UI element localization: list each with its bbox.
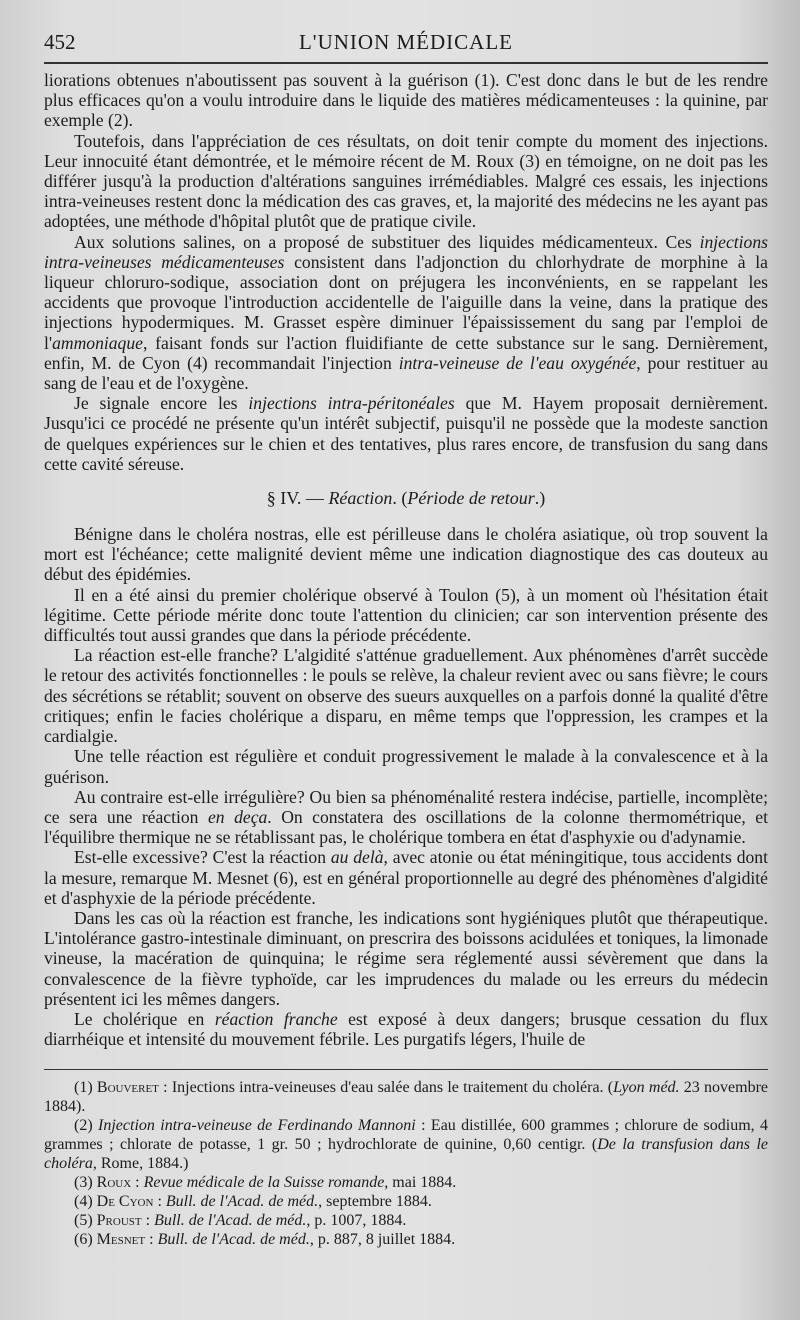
text-run: : Eau distillée, 600 grammes ; chlorure de sodium, 4 grammes ; chlorate de potasse, 1 gr. 50 ; hydrochlorate de quinine, 0,60 centigr. ( <box>44 1117 769 1154</box>
text-run: : Injections intra-veineuses d'eau salée dans le traitement du choléra. ( <box>158 1079 614 1097</box>
text-run: consistent dans l'adjonction du chlorhydrate de morphine à la liqueur chloruro-sodique, association dont on préjugera les inconvénients, en se rappelant les accidents que provoque l'introduction accidentelle de l'aiguille dans la veine, dans la pratique des injections hypodermiques. M. Grasset espère diminuer l'épaississement du sang par l'emploi de l' <box>44 251 768 353</box>
text-run: Je signale encore les <box>74 393 249 414</box>
paragraph <box>44 232 768 394</box>
paragraph <box>44 847 768 908</box>
italic-run: injections intra-péritonéales <box>248 393 455 414</box>
text-run: Au contraire est-elle irrégulière? Ou bien sa phénoménalité restera indécise, partielle, incomplète; ce sera une réaction <box>44 786 768 827</box>
footnote <box>44 1078 768 1116</box>
page-header <box>44 22 768 52</box>
running-head: L'UNION MÉDICALE <box>298 30 513 54</box>
italic-run: De la transfusion dans le choléra <box>44 1136 768 1173</box>
italic-run: intra-veineuse de l'eau oxygénée <box>398 352 637 373</box>
paragraph <box>44 1009 768 1049</box>
footnote <box>44 1211 768 1230</box>
text-run: : <box>141 1212 155 1230</box>
footnote-number: (3) <box>74 1174 97 1192</box>
text-run: que M. Hayem proposait dernièrement. Jusqu'ici ce procédé ne présente qu'un intérêt subjectif, puisqu'il ne possède que la modeste sanction de quelques expériences sur le chien et des tentatives, plus rares encore, de transfusion du sang dans cette cavité séreuse. <box>44 393 768 474</box>
text-run: . On constatera des oscillations de la colonne thermométrique, et l'équilibre thermique ne se rétablissant pas, le cholérique tombera en état d'asphyxie ou d'adynamie. <box>44 806 769 848</box>
text-run: : <box>153 1193 166 1211</box>
section-heading <box>44 488 768 508</box>
footnote <box>44 1173 768 1192</box>
text-run: , septembre 1884. <box>318 1193 432 1211</box>
paragraph: Bénigne dans le choléra nostras, elle est périlleuse dans le choléra asiatique, où trop souvent la mort est l'échéance; cette malignité devient même une indication diagnostique des cas douteux au début des épidémies. <box>44 524 768 585</box>
paragraph: Dans les cas où la réaction est franche, les indications sont hygiéniques plutôt que thérapeutique. L'intolérance gastro-intestinale diminuant, on prescrira des boissons acidulées et toniques, la limonade vineuse, la macération de quinquina; le régime sera réglementé aussi sévèrement que dans la convalescence de la fièvre typhoïde, car les imprudences du malade ou les erreurs du médecin présentent ici les mêmes dangers. <box>44 907 768 1009</box>
main-text <box>44 70 768 1049</box>
italic-run: Bull. de l'Acad. de méd. <box>154 1212 307 1230</box>
text-run: , avec atonie ou état méningitique, tous accidents dont la mesure, remarque M. Mesnet (6), est en général proportionnelle au degré des phénomènes d'algidité et d'asphyxie de la période précédente. <box>44 847 768 908</box>
footnote-author: Mesnet <box>96 1231 146 1249</box>
footnote <box>44 1192 768 1211</box>
text-run: : <box>145 1231 158 1249</box>
text-run: , pour restituer au sang de l'eau et de l'oxygène. <box>44 352 768 394</box>
header-rule <box>44 62 768 64</box>
text-run: .) <box>534 488 546 509</box>
footnotes <box>44 1078 768 1249</box>
italic-run: Réaction <box>328 488 393 509</box>
paragraph: Une telle réaction est régulière et conduit progressivement le malade à la convalescence et à la guérison. <box>44 746 768 787</box>
text-run: Le cholérique en <box>74 1008 215 1029</box>
text-run: , p. 1007, 1884. <box>306 1212 407 1230</box>
text-run: : <box>131 1174 144 1192</box>
paragraph <box>44 393 768 474</box>
text-run: 23 novembre 1884). <box>44 1079 769 1116</box>
text-run: , p. 887, 8 juillet 1884. <box>309 1231 456 1249</box>
italic-run: réaction franche <box>214 1008 338 1029</box>
paragraph <box>44 787 768 848</box>
footnote <box>44 1230 768 1249</box>
footnote-number: (6) <box>74 1231 97 1249</box>
footnote-number: (2) <box>74 1117 99 1135</box>
italic-run: ammoniaque <box>52 332 143 353</box>
text-run: Est-elle excessive? C'est la réaction <box>74 847 331 868</box>
footnote-number: (4) <box>74 1193 97 1211</box>
text-run: , faisant fonds sur l'action fluidifiante de cette substance sur le sang. Dernièrement, enfin, M. de Cyon (4) recommandait l'injection <box>44 332 768 373</box>
paragraph: Il en a été ainsi du premier cholérique observé à Toulon (5), à un moment où l'hésitation était légitime. Cette période mérite donc toute l'attention du clinicien; car son intervention présente des difficultés tout aussi grandes que dans la période précédente. <box>44 584 768 646</box>
text-run: , mai 1884. <box>384 1174 457 1192</box>
italic-run: au delà <box>330 847 384 868</box>
footnote-number: (5) <box>74 1212 97 1230</box>
footnote-author: Proust <box>96 1212 142 1230</box>
italic-run: Lyon méd. <box>613 1079 680 1097</box>
italic-run: injections intra-veineuses médicamenteuses <box>44 231 768 272</box>
footnote-rule <box>44 1069 768 1070</box>
italic-run: Bull. de l'Acad. de méd. <box>157 1231 310 1249</box>
text-run: Aux solutions salines, on a proposé de substituer des liquides médicamenteux. Ces <box>74 231 700 252</box>
footnote-number: (1) <box>74 1079 97 1097</box>
text-run: § IV. — <box>266 488 329 509</box>
footnote-author: Roux <box>96 1174 132 1192</box>
italic-run: Revue médicale de la Suisse romande <box>143 1174 385 1192</box>
text-run: est exposé à deux dangers; brusque cessation du flux diarrhéique et intensité du mouvement fébrile. Les purgatifs légers, l'huile de <box>44 1008 768 1050</box>
text-run: . ( <box>392 488 408 509</box>
footnote <box>44 1116 768 1173</box>
text-run: , Rome, 1884.) <box>92 1155 189 1173</box>
paragraph: La réaction est-elle franche? L'algidité s'atténue graduellement. Aux phénomènes d'arrêt succède le retour des activités fonctionnelles : le pouls se relève, la chaleur revient avec ou sans fièvre; le cours des sécrétions se rétablit; souvent on observe des sueurs auxquelles on a parfois donné la qualité d'être critiques; enfin le facies cholérique a disparu, en même temps que l'oppression, les crampes et la cardialgie. <box>44 645 768 747</box>
footnote-author: De Cyon <box>96 1193 154 1211</box>
italic-run: Injection intra-veineuse de Ferdinando Mannoni <box>98 1117 416 1135</box>
italic-run: Période de retour <box>407 488 535 509</box>
page-number: 452 <box>44 30 76 54</box>
italic-run: Bull. de l'Acad. de méd. <box>165 1193 319 1211</box>
footnote-author: Bouveret <box>96 1079 159 1097</box>
italic-run: en deça <box>207 806 268 827</box>
paragraph: Toutefois, dans l'appréciation de ces résultats, on doit tenir compte du moment des injections. Leur innocuité étant démontrée, et le mémoire récent de M. Roux (3) en témoigne, on ne doit pas les différer jusqu'à la production d'altérations sanguines irrémédiables. Malgré ces essais, les injections intra-veineuses restent donc la médication des cas graves, et, la majorité des médecins ne les ayant pas adoptées, une méthode d'hôpital plutôt que de pratique civile. <box>44 130 768 232</box>
paragraph: liorations obtenues n'aboutissent pas souvent à la guérison (1). C'est donc dans le but de les rendre plus efficaces qu'on a voulu introduire dans le liquide des matières médicamenteuses : la quinine, par exemple (2). <box>44 70 768 131</box>
